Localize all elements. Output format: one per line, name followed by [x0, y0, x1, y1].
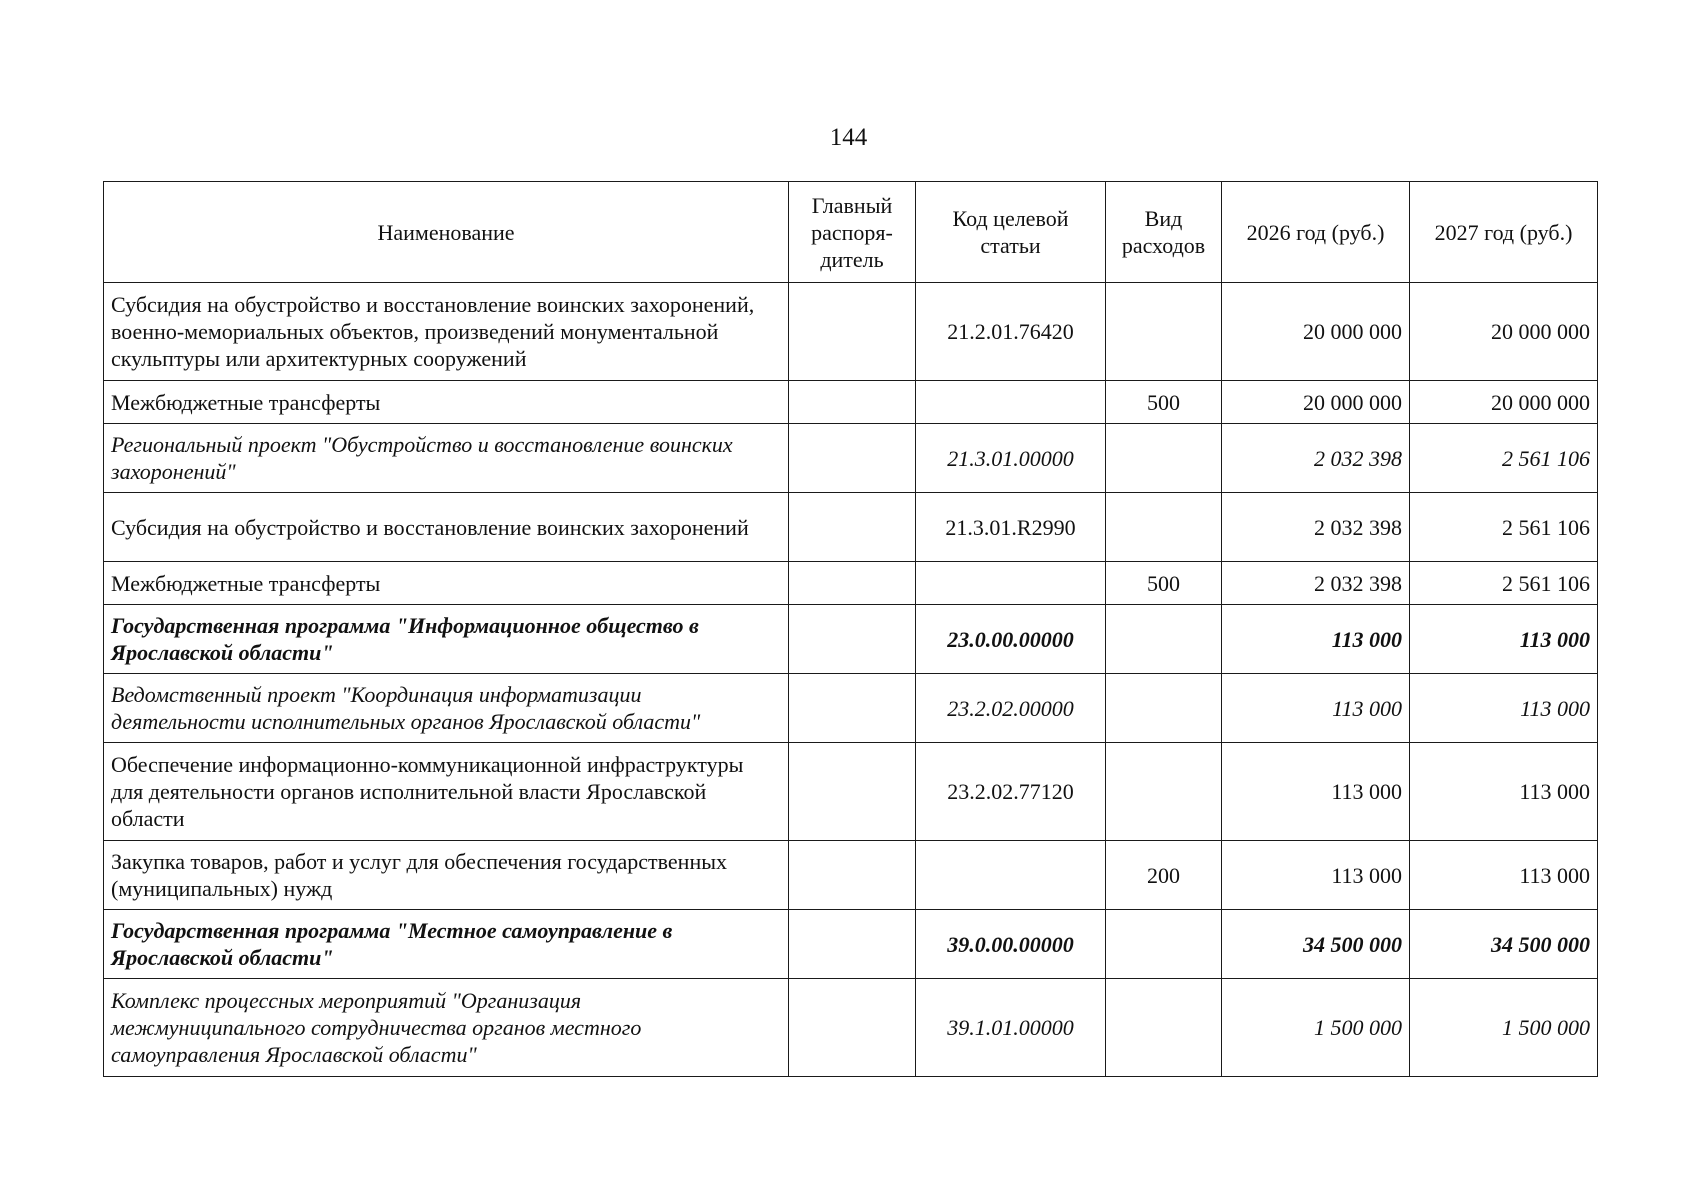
- cell-2026: 2 032 398: [1222, 562, 1410, 605]
- cell-manager: [789, 979, 916, 1077]
- cell-kind: [1106, 424, 1222, 493]
- cell-2027: 34 500 000: [1410, 910, 1598, 979]
- cell-manager: [789, 743, 916, 841]
- cell-manager: [789, 841, 916, 910]
- cell-2027: 1 500 000: [1410, 979, 1598, 1077]
- cell-2027: 20 000 000: [1410, 381, 1598, 424]
- header-name: Наименование: [104, 182, 789, 283]
- cell-kind: 200: [1106, 841, 1222, 910]
- cell-2026: 113 000: [1222, 605, 1410, 674]
- cell-kind: 500: [1106, 381, 1222, 424]
- table-header-row: [104, 182, 1598, 283]
- cell-name: Комплекс процессных мероприятий "Организация межмуниципального сотрудничества органов местного самоуправления Ярославской области": [104, 979, 789, 1077]
- cell-2026: 20 000 000: [1222, 381, 1410, 424]
- cell-name: Региональный проект "Обустройство и восстановление воинских захоронений": [104, 424, 789, 493]
- cell-2026: 2 032 398: [1222, 424, 1410, 493]
- cell-name: Ведомственный проект "Координация информатизации деятельности исполнительных органов Ярославской области": [104, 674, 789, 743]
- cell-name: Обеспечение информационно-коммуникационной инфраструктуры для деятельности органов исполнительной власти Ярославской области: [104, 743, 789, 841]
- cell-manager: [789, 562, 916, 605]
- header-year-2027: 2027 год (руб.): [1410, 182, 1598, 283]
- cell-code: [916, 841, 1106, 910]
- cell-manager: [789, 493, 916, 562]
- header-kind: Вид расходов: [1106, 182, 1222, 283]
- cell-name: Государственная программа "Информационное общество в Ярославской области": [104, 605, 789, 674]
- cell-code: 39.1.01.00000: [916, 979, 1106, 1077]
- table-row: [104, 562, 1598, 605]
- cell-manager: [789, 605, 916, 674]
- cell-name: Государственная программа "Местное самоуправление в Ярославской области": [104, 910, 789, 979]
- table-row: [104, 674, 1598, 743]
- cell-code: 21.2.01.76420: [916, 283, 1106, 381]
- cell-code: [916, 381, 1106, 424]
- cell-kind: [1106, 674, 1222, 743]
- cell-2027: 20 000 000: [1410, 283, 1598, 381]
- cell-name: Закупка товаров, работ и услуг для обеспечения государственных (муниципальных) нужд: [104, 841, 789, 910]
- table-row: [104, 841, 1598, 910]
- cell-2026: 34 500 000: [1222, 910, 1410, 979]
- cell-2027: 2 561 106: [1410, 562, 1598, 605]
- cell-2026: 1 500 000: [1222, 979, 1410, 1077]
- table-row: [104, 743, 1598, 841]
- table-row: [104, 910, 1598, 979]
- table-row: [104, 605, 1598, 674]
- table-row: [104, 493, 1598, 562]
- cell-kind: 500: [1106, 562, 1222, 605]
- cell-code: 21.3.01.R2990: [916, 493, 1106, 562]
- cell-2027: 113 000: [1410, 605, 1598, 674]
- cell-kind: [1106, 910, 1222, 979]
- cell-2026: 113 000: [1222, 841, 1410, 910]
- cell-2026: 113 000: [1222, 743, 1410, 841]
- cell-code: 23.2.02.00000: [916, 674, 1106, 743]
- cell-2026: 2 032 398: [1222, 493, 1410, 562]
- cell-2026: 20 000 000: [1222, 283, 1410, 381]
- table-row: [104, 283, 1598, 381]
- cell-2026: 113 000: [1222, 674, 1410, 743]
- cell-kind: [1106, 979, 1222, 1077]
- cell-name: Субсидия на обустройство и восстановление воинских захоронений: [104, 493, 789, 562]
- header-year-2026: 2026 год (руб.): [1222, 182, 1410, 283]
- cell-code: [916, 562, 1106, 605]
- cell-2027: 2 561 106: [1410, 424, 1598, 493]
- cell-code: 21.3.01.00000: [916, 424, 1106, 493]
- cell-kind: [1106, 493, 1222, 562]
- cell-manager: [789, 674, 916, 743]
- table-row: [104, 424, 1598, 493]
- header-code: Код целевой статьи: [916, 182, 1106, 283]
- cell-code: 23.2.02.77120: [916, 743, 1106, 841]
- cell-code: 39.0.00.00000: [916, 910, 1106, 979]
- table-row: [104, 979, 1598, 1077]
- cell-2027: 113 000: [1410, 674, 1598, 743]
- cell-2027: 113 000: [1410, 743, 1598, 841]
- cell-kind: [1106, 605, 1222, 674]
- cell-name: Межбюджетные трансферты: [104, 381, 789, 424]
- cell-kind: [1106, 283, 1222, 381]
- cell-manager: [789, 381, 916, 424]
- table-row: [104, 381, 1598, 424]
- cell-name: Межбюджетные трансферты: [104, 562, 789, 605]
- header-manager: Главный распоря-дитель: [789, 182, 916, 283]
- cell-2027: 2 561 106: [1410, 493, 1598, 562]
- budget-table: [103, 181, 1598, 1077]
- page-number: 144: [829, 124, 868, 151]
- cell-name: Субсидия на обустройство и восстановление воинских захоронений, военно-мемориальных объектов, произведений монументальной скульптуры или архитектурных сооружений: [104, 283, 789, 381]
- cell-code: 23.0.00.00000: [916, 605, 1106, 674]
- cell-manager: [789, 910, 916, 979]
- cell-manager: [789, 424, 916, 493]
- cell-2027: 113 000: [1410, 841, 1598, 910]
- cell-kind: [1106, 743, 1222, 841]
- cell-manager: [789, 283, 916, 381]
